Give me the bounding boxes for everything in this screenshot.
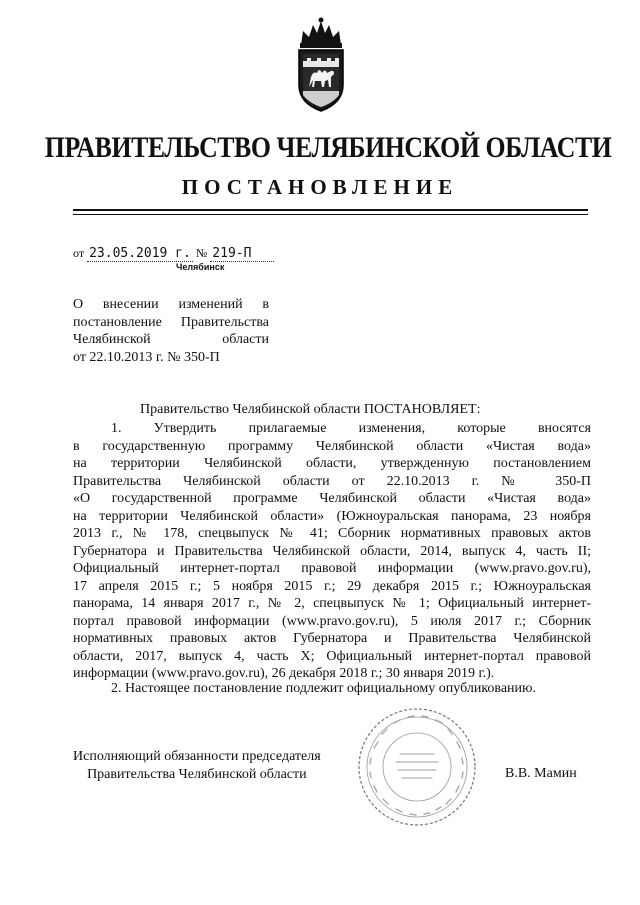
paragraph-line: в государственную программу Челябинской области «Чистая вода» xyxy=(73,438,591,454)
decree-lead: Правительство Челябинской области ПОСТАНОВЛЯЕТ: xyxy=(140,402,481,417)
government-title: ПРАВИТЕЛЬСТВО ЧЕЛЯБИНСКОЙ ОБЛАСТИ xyxy=(44,131,612,164)
paragraph-line: портал правовой информации (www.pravo.gov.ru), 5 июля 2017 г.; Сборник xyxy=(73,613,591,629)
header-rule-thin xyxy=(73,214,588,215)
city-label: Челябинск xyxy=(176,262,225,272)
signatory-position xyxy=(73,748,321,784)
paragraph-line: Правительства Челябинской области от 22.10.2013 г. № 350-П xyxy=(73,473,591,489)
signatory-name: В.В. Мамин xyxy=(505,766,577,781)
paragraph-1 xyxy=(73,420,591,683)
paragraph-line: нормативных правовых актов Губернатора и Правительства Челябинской xyxy=(73,631,591,646)
subject-line: Челябинской области xyxy=(73,332,269,347)
registration-line xyxy=(73,246,274,262)
from-label: от xyxy=(73,246,85,260)
document-date: 23.05.2019 г. xyxy=(89,246,191,261)
paragraph-line: панорама, 14 января 2017 г., № 2, спецвыпуск № 1; Официальный интернет- xyxy=(73,596,591,611)
chelyabinsk-coat-of-arms-icon xyxy=(289,15,353,113)
paragraph-line: области, 2017, выпуск 4, часть X; Официальный интернет-портал правовой xyxy=(73,648,591,664)
official-seal-stamp-icon xyxy=(356,706,478,828)
signatory-position-line: Исполняющий обязанности председателя xyxy=(73,749,321,764)
paragraph-line: на территории Челябинской области» (Южноуральская панорама, 23 ноября xyxy=(73,508,591,524)
number-label: № xyxy=(195,246,208,260)
paragraph-line: Официальный интернет-портал правовой информации (www.pravo.gov.ru), xyxy=(73,561,591,576)
subject-line: О внесении изменений в xyxy=(73,297,269,312)
paragraph-line: 17 апреля 2015 г.; 5 ноября 2015 г.; 29 декабря 2015 г.; Южноуральская xyxy=(73,578,591,594)
subject-line: постановление Правительства xyxy=(73,314,269,330)
paragraph-line: 1. Утвердить прилагаемые изменения, которые вносятся xyxy=(111,421,591,436)
document-type: ПОСТАНОВЛЕНИЕ xyxy=(181,175,459,199)
subject-line: от 22.10.2013 г. № 350-П xyxy=(73,349,220,365)
paragraph-line: Губернатора и Правительства Челябинской области, 2014, выпуск 4, часть II; xyxy=(73,543,591,559)
paragraph-line: 2013 г., № 178, спецвыпуск № 41; Сборник нормативных правовых актов xyxy=(73,526,591,541)
document-number: 219-П xyxy=(210,246,274,262)
signatory-position-line: Правительства Челябинской области xyxy=(87,767,307,782)
paragraph-line: «О государственной программе Челябинской области «Чистая вода» xyxy=(73,491,591,506)
paragraph-line: на территории Челябинской области, утвержденную постановлением xyxy=(73,456,591,471)
document-subject xyxy=(73,296,269,366)
header-rule-thick xyxy=(73,209,588,211)
paragraph-2: 2. Настоящее постановление подлежит официальному опубликованию. xyxy=(111,681,536,696)
paragraph-line: информации (www.pravo.gov.ru), 26 декабря 2018 г.; 30 января 2019 г.). xyxy=(73,666,495,681)
